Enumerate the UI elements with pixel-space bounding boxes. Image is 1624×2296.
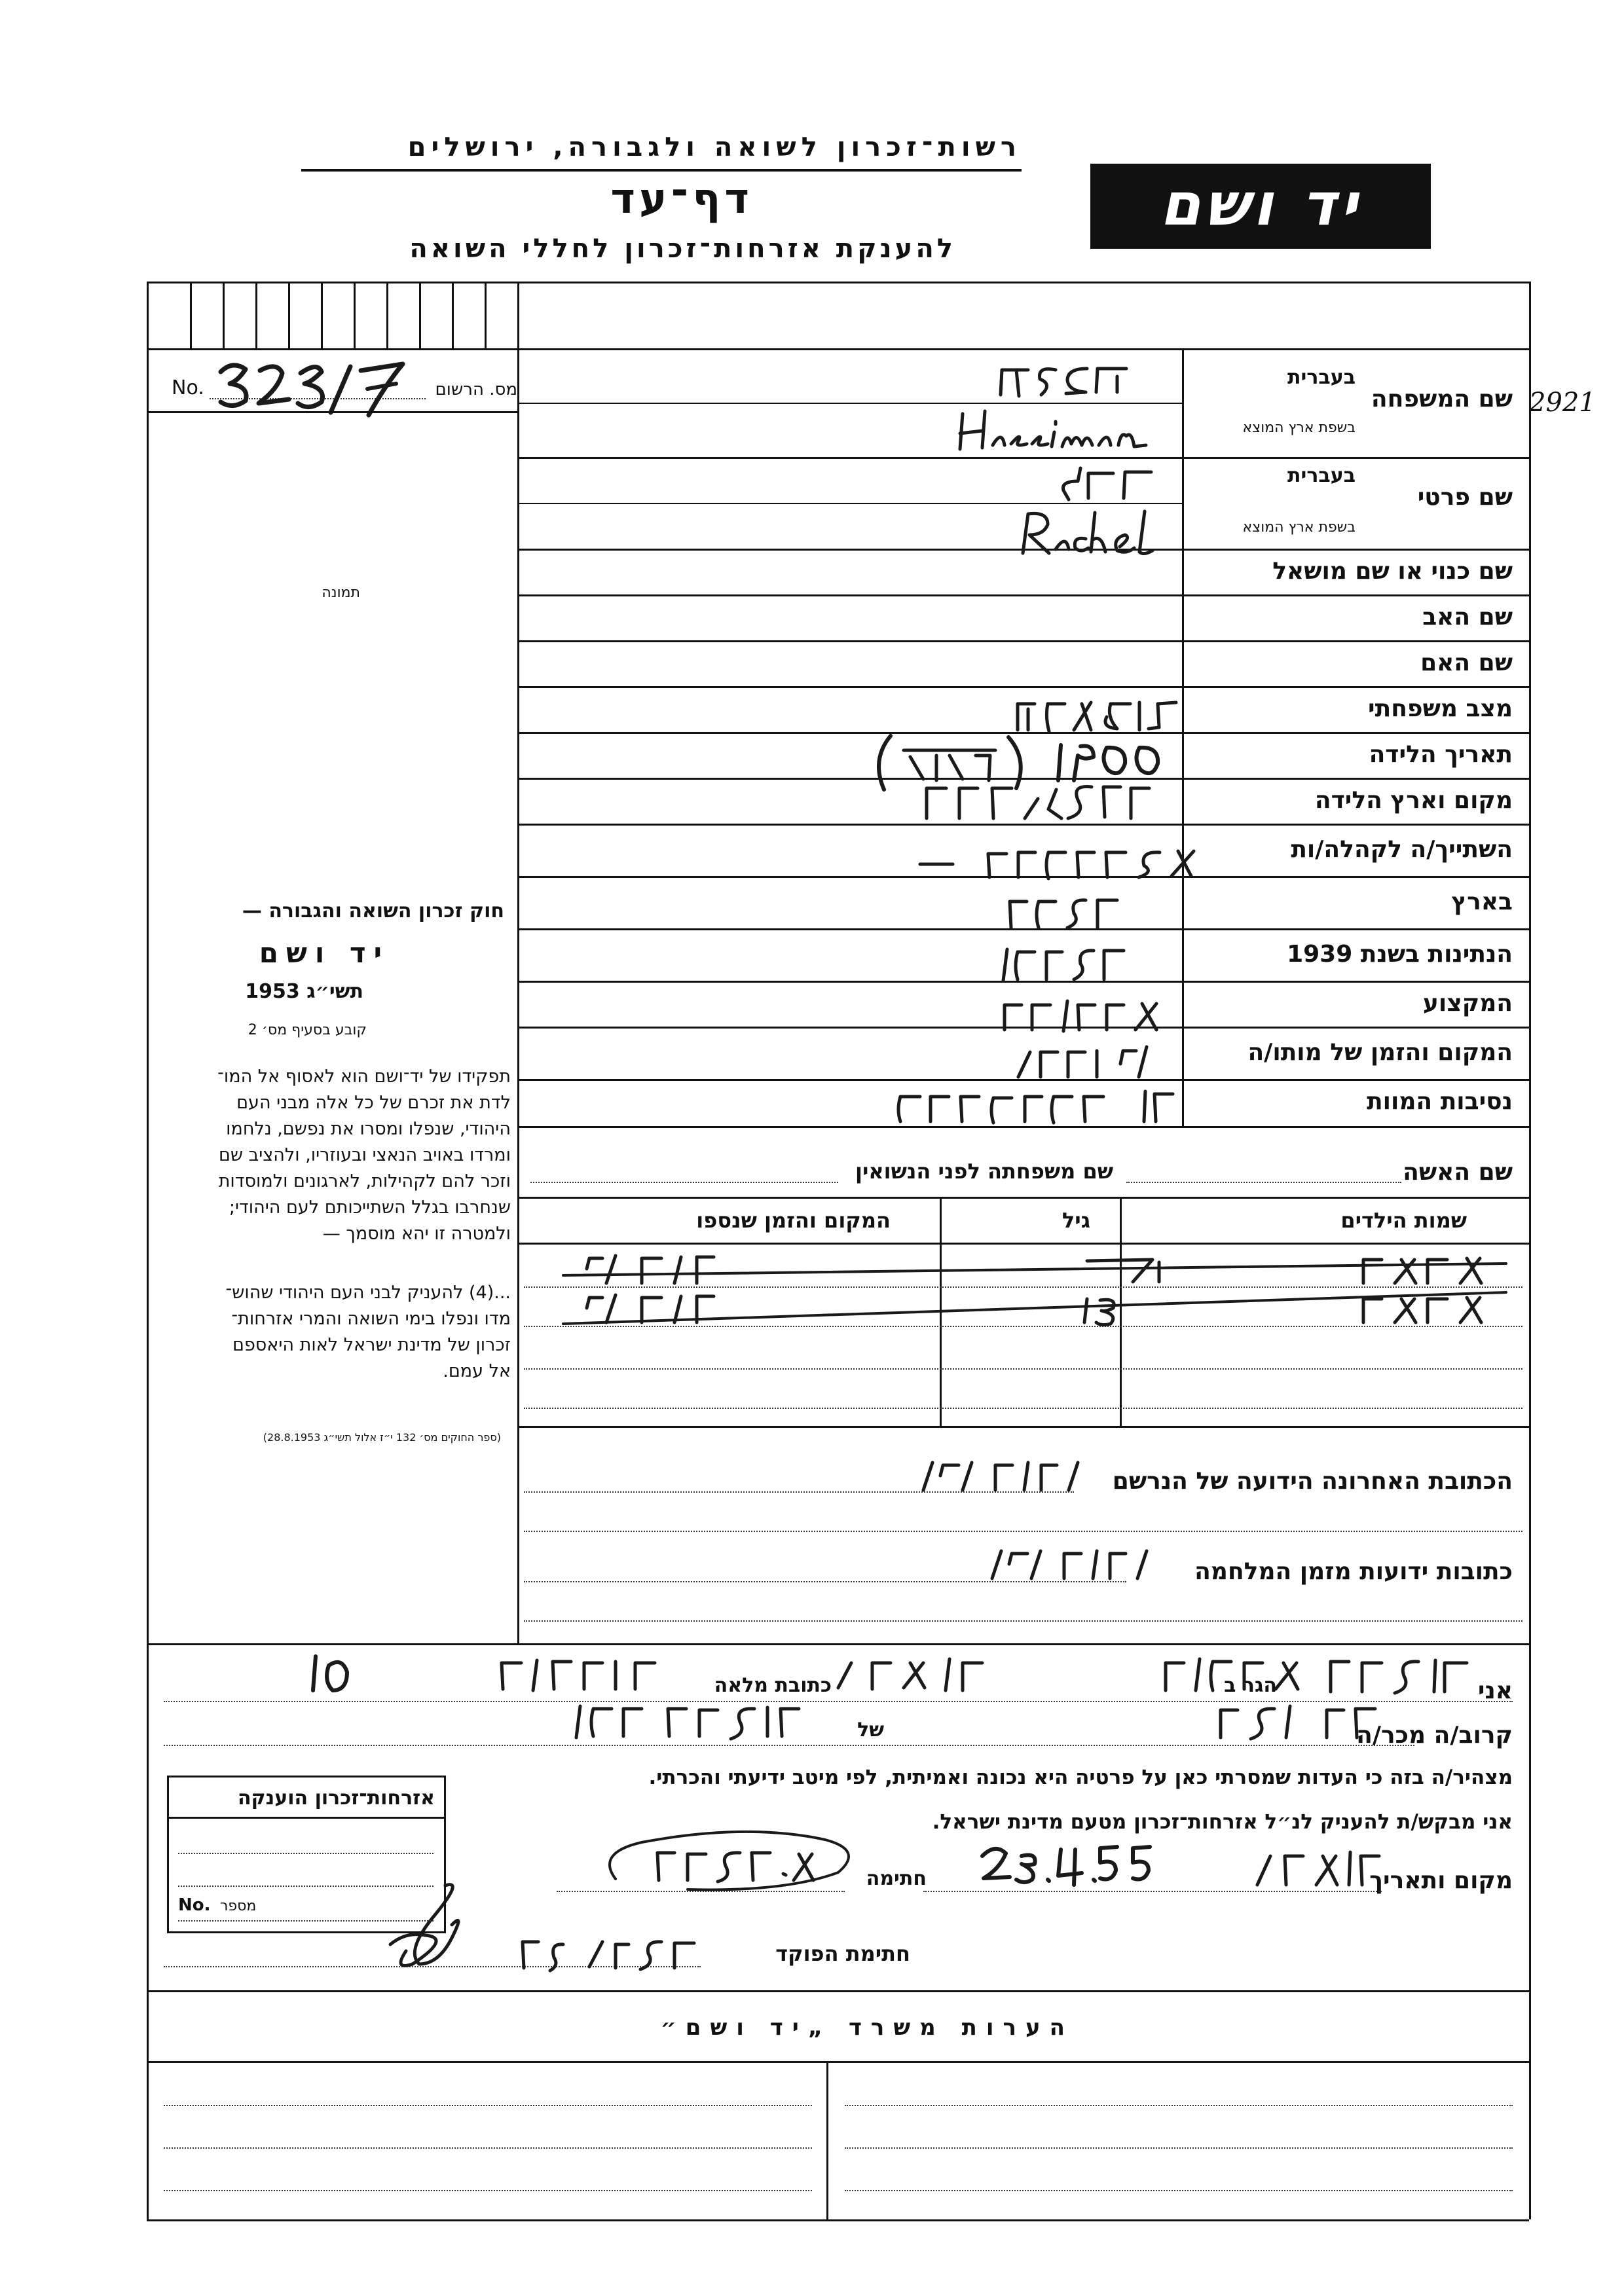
- handwriting-strokes: [982, 357, 1139, 403]
- label-father-name: שם האב: [1422, 604, 1513, 630]
- children-header-names: שמות הילדים: [1340, 1208, 1467, 1233]
- label-wife-name: שם האשה: [1403, 1159, 1513, 1186]
- value-profession: [995, 992, 1166, 1038]
- citizenship-box-no-label: No.: [178, 1895, 211, 1915]
- law-clause-4: [144, 1280, 511, 1385]
- grid-box-divider: [419, 283, 421, 348]
- label-profession: המקצוע: [1422, 990, 1513, 1017]
- citizenship-box-line: [178, 1853, 434, 1854]
- label-officer-signature: חתימת הפוקד: [775, 1941, 910, 1966]
- law-name: יד ושם: [259, 937, 390, 969]
- logo-text: יד ושם: [1160, 170, 1361, 239]
- law-paragraph: [144, 1064, 511, 1247]
- label-given-name: שם פרטי: [1417, 484, 1513, 511]
- label-last-known-address: הכתובת האחרונה הידועה של הנרשם: [1112, 1468, 1513, 1495]
- value-citizenship: [995, 936, 1133, 989]
- handwriting-strokes: [563, 1696, 1428, 1748]
- value-place-and-date: [969, 1830, 1388, 1895]
- handwriting-strokes: [1054, 462, 1159, 504]
- notes-line: [164, 2190, 812, 2191]
- label-family-name: שם המשפחה: [1371, 386, 1513, 412]
- notes-line: [845, 2190, 1513, 2191]
- authority-underline: [301, 169, 1022, 172]
- value-declaration-line-1: [275, 1650, 1506, 1702]
- grid-box-divider: [354, 283, 356, 348]
- value-family-name-latin: [956, 406, 1153, 458]
- label-full-address: כתובת מלאה: [714, 1674, 832, 1697]
- grid-box-divider: [485, 283, 487, 348]
- law-line: ולמטרה זו יהא מוסמך —: [322, 1224, 511, 1244]
- notes-header-bottom: [147, 2061, 1529, 2063]
- grid-box-divider: [190, 283, 192, 348]
- label-family-name-origin-language: בשפת ארץ המוצא: [1242, 420, 1356, 436]
- label-citizenship-1939: הנתינות בשנת 1939: [1287, 941, 1513, 968]
- citizenship-box-divider: [169, 1817, 444, 1819]
- value-birth-place: [913, 773, 1162, 831]
- law-line: ...(4) להעניק לבני העם היהודי שהוש־: [225, 1283, 511, 1303]
- label-marital-status: מצב משפחתי: [1368, 695, 1513, 722]
- label-mother-name: שם האם: [1420, 649, 1513, 676]
- citizenship-box-line: [178, 1886, 434, 1887]
- half-row-line: [517, 403, 1182, 404]
- handwriting-strokes: [213, 347, 422, 419]
- law-line: וזכר להם לקהילות, לארגונים ולמוסדות: [218, 1171, 511, 1192]
- notes-title: הערות משרד „יד ושם״: [660, 2014, 1074, 2041]
- label-residing: הגר ב: [1224, 1674, 1277, 1697]
- label-community: השתייך/ה לקהלה/ות: [1291, 836, 1513, 863]
- law-title: חוק זכרון השואה והגבורה —: [242, 900, 504, 922]
- left-column-divider: [517, 282, 519, 1643]
- law-line: היהודי, שנפלו ומסרו את נפשם, נלחמו: [226, 1119, 511, 1139]
- handwriting-strokes: [881, 1084, 1182, 1129]
- notes-line: [164, 2147, 812, 2149]
- notes-line: [845, 2105, 1513, 2106]
- handwriting-strokes: [995, 992, 1166, 1038]
- label-country: בארץ: [1451, 888, 1513, 915]
- law-citation: (ספר החוקים מס׳ 132 י״ז אלול תשי״ג 28.8.1953): [263, 1431, 501, 1444]
- citizenship-box-number-label: מספר: [220, 1898, 257, 1914]
- value-country: [1002, 887, 1126, 936]
- law-line: זכרון של מדינת ישראל לאות היאספם: [232, 1335, 511, 1355]
- label-nickname: שם כנוי או שם מושאל: [1272, 558, 1513, 585]
- label-family-name-hebrew: בעברית: [1287, 366, 1356, 389]
- notes-top-line: [147, 1990, 1529, 1992]
- wife-maiden-dots: [530, 1182, 838, 1183]
- handwriting-strokes: [969, 1830, 1388, 1895]
- value-death-place: [1012, 1038, 1156, 1084]
- registration-number-handwritten: [213, 347, 422, 419]
- handwriting-strokes: [956, 406, 1153, 458]
- frame-right: [1529, 282, 1531, 2219]
- declaration-statement: מצהיר/ה בזה כי העדות שמסרתי כאן על פרטיה היא נכונה ואמיתית, לפי מיטב ידיעתי והכרתי.: [648, 1766, 1513, 1789]
- law-year: תשי״ג 1953: [245, 980, 363, 1003]
- notes-line: [845, 2147, 1513, 2149]
- handwriting-strokes: [986, 1542, 1156, 1588]
- value-given-name-latin: [1015, 507, 1172, 560]
- handwriting-strokes: [995, 936, 1133, 989]
- notes-column-divider: [826, 2061, 828, 2219]
- label-signature: חתימה: [866, 1867, 927, 1890]
- wife-name-dots: [1126, 1182, 1401, 1183]
- children-header-bottom: [517, 1243, 1529, 1245]
- label-place-and-date: מקום ותאריך: [1369, 1867, 1513, 1894]
- photo-label: תמונה: [322, 585, 360, 601]
- registration-row-bottom: [147, 411, 517, 413]
- addresses-section-bottom: [147, 1643, 1529, 1645]
- value-family-name-hebrew: [982, 357, 1139, 403]
- law-line: לדת את זכרם של כל אלה מבני העם: [236, 1093, 511, 1113]
- label-given-name-hebrew: בעברית: [1287, 464, 1356, 487]
- label-wartime-addresses: כתובות ידועות מזמן המלחמה: [1194, 1558, 1513, 1585]
- handwriting-strokes: [1015, 507, 1172, 560]
- law-line: ומרדו באויב הנאצי ובעוזריו, ולהציב שם: [218, 1145, 511, 1165]
- handwriting-strokes: [524, 1250, 1519, 1290]
- label-birth-date: תאריך הלידה: [1369, 741, 1513, 768]
- grid-box-divider: [452, 283, 454, 348]
- law-clause: קובע בסעיף מס׳ 2: [248, 1022, 367, 1038]
- label-death-place-time: המקום והזמן של מותו/ה: [1247, 1039, 1513, 1066]
- value-wartime-addresses: [986, 1542, 1156, 1588]
- value-declaration-line-2: [563, 1696, 1428, 1748]
- label-birth-place: מקום וארץ הלידה: [1314, 787, 1513, 814]
- handwriting-strokes: [524, 1290, 1519, 1329]
- children-header-place-time: המקום והזמן שנספו: [696, 1208, 891, 1233]
- child-row-1: [524, 1250, 1519, 1290]
- label-column-divider: [1182, 348, 1184, 1126]
- child-row-2: [524, 1290, 1519, 1329]
- form-subtitle: להענקת אזרחות־זכרון לחללי השואה: [409, 234, 956, 264]
- value-last-known-address: [917, 1453, 1087, 1499]
- law-line: שנחרבו בגלל השתייכותם לעם היהודי;: [229, 1197, 511, 1218]
- row-line: [517, 640, 1529, 642]
- yad-vashem-logo: [1090, 164, 1431, 249]
- declaration-request: אני מבקש/ת להעניק לנ״ל אזרחות־זכרון מטעם מדינת ישראל.: [932, 1810, 1513, 1834]
- form-title: דף־עד: [610, 175, 753, 223]
- law-line: מדו ונפלו בימי השואה והמרי אזרחות־: [231, 1309, 511, 1329]
- label-declarant: אני: [1477, 1677, 1513, 1704]
- law-line: תפקידו של יד־ושם הוא לאסוף אל המו־: [217, 1066, 511, 1087]
- handwriting-strokes: [913, 838, 1202, 887]
- handwriting-strokes: [913, 773, 1162, 831]
- grid-box-divider: [288, 283, 290, 348]
- citizenship-box-title: אזרחות־זכרון הוענקה: [237, 1787, 435, 1810]
- address-extra-line: [524, 1531, 1522, 1532]
- handwriting-strokes: [1002, 887, 1126, 936]
- value-death-cause: [881, 1084, 1182, 1129]
- label-wife-maiden-name: שם משפחתה לפני הנשואין: [855, 1159, 1113, 1184]
- wife-row-bottom: [517, 1197, 1529, 1199]
- handwriting-strokes: [917, 1453, 1087, 1499]
- citizenship-box-line: [178, 1920, 434, 1922]
- row-line: [517, 686, 1529, 688]
- registration-no-label: No.: [172, 376, 204, 399]
- value-community: [913, 838, 1202, 887]
- grid-box-divider: [321, 283, 323, 348]
- label-relative: קרוב/ה מכר/ה: [1356, 1722, 1513, 1749]
- label-death-circumstances: נסיבות המוות: [1367, 1088, 1513, 1115]
- grid-box-divider: [223, 283, 225, 348]
- children-table-bottom: [517, 1426, 1529, 1428]
- frame-left: [147, 282, 149, 2219]
- children-row-line: [524, 1368, 1522, 1370]
- address-extra-line: [524, 1620, 1522, 1622]
- children-header-age: גיל: [1061, 1208, 1090, 1233]
- notes-line: [164, 2105, 812, 2106]
- handwriting-strokes: [1012, 1038, 1156, 1084]
- label-of: של: [857, 1719, 884, 1741]
- handwriting-strokes: [275, 1650, 1506, 1702]
- citizenship-granted-box: [167, 1776, 446, 1933]
- grid-box-divider: [255, 283, 257, 348]
- registration-number-label: מס. הרשום: [435, 380, 517, 399]
- frame-bottom: [147, 2219, 1529, 2221]
- authority-title: רשות־זכרון לשואה ולגבורה, ירושלים: [407, 132, 1022, 162]
- children-row-line: [524, 1408, 1522, 1409]
- grid-box-divider: [386, 283, 388, 348]
- law-line: אל עמם.: [443, 1361, 511, 1381]
- row-line: [517, 594, 1529, 596]
- value-given-name-hebrew: [1054, 462, 1159, 504]
- label-given-name-origin-language: בשפת ארץ המוצא: [1242, 519, 1356, 536]
- margin-note: 2921: [1529, 388, 1596, 418]
